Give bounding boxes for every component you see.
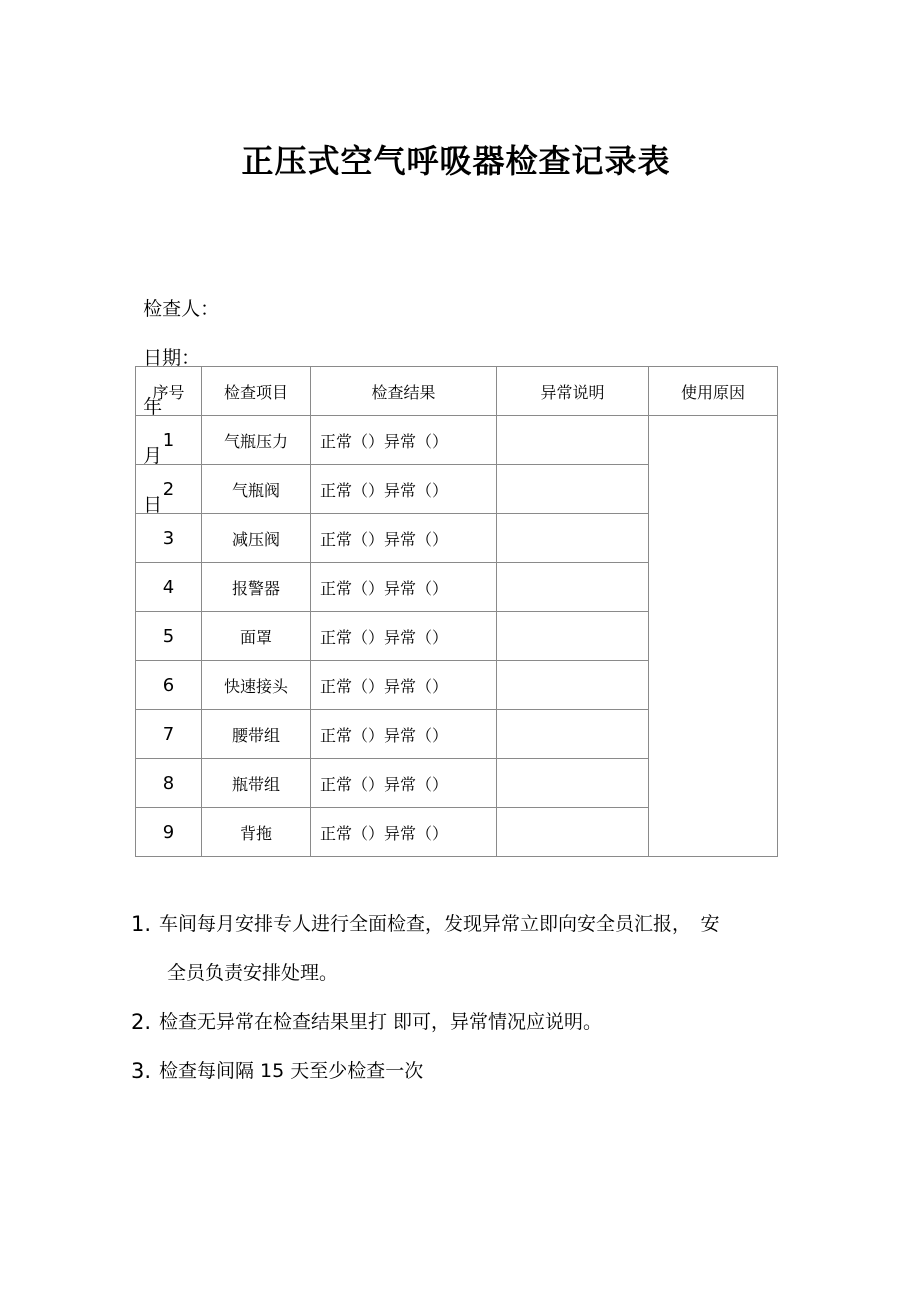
- row-seq: 6: [136, 661, 202, 710]
- date-month-label: 月: [143, 445, 163, 467]
- row-result: 正常（）异常（）: [311, 612, 497, 661]
- date-day-label: 日: [143, 494, 163, 516]
- list-item: [131, 900, 791, 998]
- row-abnormal-note-cell[interactable]: [497, 514, 649, 563]
- row-item: 背拖: [202, 808, 311, 857]
- row-seq: 2: [136, 465, 202, 514]
- row-result: 正常（）异常（）: [311, 710, 497, 759]
- note-text-continuation: 全员负责安排处理。: [167, 962, 339, 984]
- table-header-row: [136, 367, 778, 416]
- row-seq: 5: [136, 612, 202, 661]
- row-seq: 3: [136, 514, 202, 563]
- usage-reason-cell[interactable]: [649, 416, 778, 857]
- row-item: 面罩: [202, 612, 311, 661]
- row-abnormal-note-cell[interactable]: [497, 661, 649, 710]
- row-result: 正常（）异常（）: [311, 416, 497, 465]
- row-result: 正常（）异常（）: [311, 759, 497, 808]
- row-seq: 8: [136, 759, 202, 808]
- document-title: 正压式空气呼吸器检查记录表: [241, 142, 671, 180]
- note-number: 3.: [131, 1059, 152, 1083]
- list-item: [131, 998, 791, 1047]
- header-result: 检查结果: [311, 367, 497, 416]
- row-item: 瓶带组: [202, 759, 311, 808]
- header-seq: 序号: [136, 367, 202, 416]
- date-label: 日期：: [143, 347, 201, 369]
- row-seq: 7: [136, 710, 202, 759]
- note-text: 车间每月安排专人进行全面检查，发现异常立即向安全员汇报， 安: [159, 913, 720, 935]
- row-seq: 4: [136, 563, 202, 612]
- inspection-table: [135, 366, 778, 857]
- header-usage-reason: 使用原因: [649, 367, 778, 416]
- table-row: [136, 416, 778, 465]
- row-item: 报警器: [202, 563, 311, 612]
- row-abnormal-note-cell[interactable]: [497, 465, 649, 514]
- row-abnormal-note-cell[interactable]: [497, 563, 649, 612]
- row-item: 减压阀: [202, 514, 311, 563]
- row-abnormal-note-cell[interactable]: [497, 808, 649, 857]
- note-number: 2.: [131, 1010, 152, 1034]
- row-result: 正常（）异常（）: [311, 514, 497, 563]
- row-seq: 9: [136, 808, 202, 857]
- row-item: 气瓶阀: [202, 465, 311, 514]
- date-year-label: 年: [143, 396, 163, 418]
- row-item: 气瓶压力: [202, 416, 311, 465]
- row-item: 快速接头: [202, 661, 311, 710]
- row-item: 腰带组: [202, 710, 311, 759]
- list-item: [131, 1047, 791, 1096]
- row-result: 正常（）异常（）: [311, 808, 497, 857]
- row-abnormal-note-cell[interactable]: [497, 612, 649, 661]
- row-abnormal-note-cell[interactable]: [497, 710, 649, 759]
- row-result: 正常（）异常（）: [311, 465, 497, 514]
- row-abnormal-note-cell[interactable]: [497, 416, 649, 465]
- note-number: 1.: [131, 912, 152, 936]
- note-text: 检查每间隔 15 天至少检查一次: [159, 1060, 424, 1082]
- header-item: 检查项目: [202, 367, 311, 416]
- row-result: 正常（）异常（）: [311, 661, 497, 710]
- note-text: 检查无异常在检查结果里打 即可，异常情况应说明。: [159, 1011, 603, 1033]
- row-seq: 1: [136, 416, 202, 465]
- inspector-label: 检查人：: [143, 298, 220, 320]
- notes-list: [131, 900, 791, 1096]
- header-abnormal-note: 异常说明: [497, 367, 649, 416]
- row-result: 正常（）异常（）: [311, 563, 497, 612]
- row-abnormal-note-cell[interactable]: [497, 759, 649, 808]
